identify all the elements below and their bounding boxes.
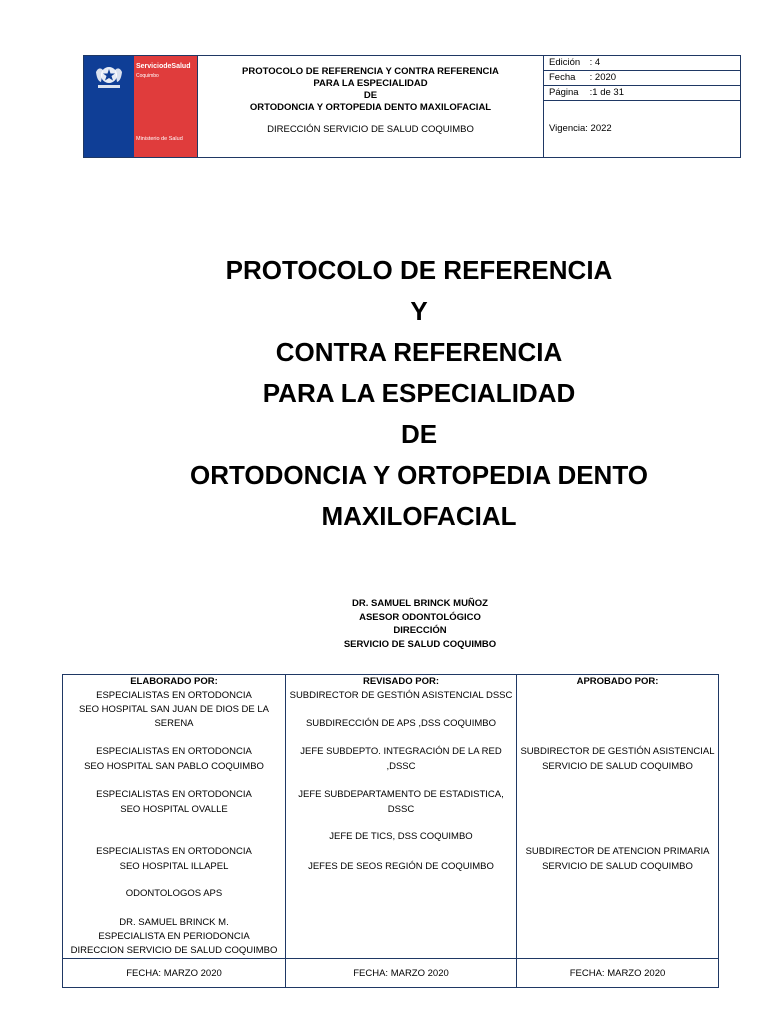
header-title-line: PARA LA ESPECIALIDAD: [313, 78, 428, 89]
header-meta-block: [544, 56, 740, 157]
revisado-item: JEFE SUBDEPARTAMENTO DE ESTADISTICA,: [298, 789, 504, 800]
elaborado-item: SEO HOSPITAL ILLAPEL: [119, 861, 229, 872]
elaborado-item: ESPECIALISTAS EN ORTODONCIA: [96, 746, 252, 757]
revisado-header: REVISADO POR:: [362, 676, 439, 687]
author-unit: DIRECCIÓN: [393, 625, 447, 636]
aprobado-column: [517, 675, 718, 958]
revisado-item: JEFES DE SEOS REGIÓN DE COQUIMBO: [308, 861, 494, 872]
elaborado-item: SERENA: [154, 718, 194, 729]
page-value: :1 de 31: [589, 87, 624, 98]
header-title-block: [197, 56, 544, 157]
author-role: ASESOR ODONTOLÓGICO: [359, 611, 481, 623]
header-direction: DIRECCIÓN SERVICIO DE SALUD COQUIMBO: [267, 124, 474, 135]
title-line: MAXILOFACIAL: [321, 501, 517, 531]
header-title-line: PROTOCOLO DE REFERENCIA Y CONTRA REFERENCIA: [242, 66, 499, 77]
aprobado-item: SERVICIO DE SALUD COQUIMBO: [542, 761, 693, 772]
document-title: [100, 250, 738, 537]
servicio-salud-logo: [84, 56, 197, 157]
page-label: Página: [549, 87, 579, 98]
title-line: PARA LA ESPECIALIDAD: [262, 378, 576, 408]
approval-table: [62, 674, 719, 988]
elaborado-header: ELABORADO POR:: [130, 676, 218, 687]
aprobado-item: SUBDIRECTOR DE GESTIÓN ASISTENCIAL: [520, 746, 715, 757]
elaborado-item: ESPECIALISTAS EN ORTODONCIA: [96, 789, 252, 800]
revisado-item: ,DSSC: [386, 761, 416, 772]
elaborado-item: ODONTOLOGOS APS: [125, 888, 223, 899]
title-line: ORTODONCIA Y ORTOPEDIA DENTO: [190, 460, 648, 490]
edition-label: Edición: [549, 57, 581, 68]
title-line: Y: [410, 296, 428, 326]
revisado-item: DSSC: [387, 804, 415, 815]
edition-row: [544, 56, 740, 71]
date-label: Fecha: [549, 72, 576, 83]
logo-region-text: Coquimbo: [136, 73, 159, 79]
aprobado-date: FECHA: MARZO 2020: [569, 968, 666, 979]
page-row: [544, 86, 740, 101]
date-value: : 2020: [589, 72, 617, 83]
edition-value: : 4: [589, 57, 601, 68]
elaborado-item: SEO HOSPITAL OVALLE: [120, 804, 228, 815]
elaborado-item: DR. SAMUEL BRINCK M.: [119, 917, 229, 928]
title-line: CONTRA REFERENCIA: [275, 337, 563, 367]
author-block: [220, 597, 620, 651]
document-header: [83, 55, 741, 158]
header-title-line: ORTODONCIA Y ORTOPEDIA DENTO MAXILOFACIAL: [249, 102, 492, 113]
revisado-item: JEFE DE TICS, DSS COQUIMBO: [329, 831, 473, 842]
author-name: DR. SAMUEL BRINCK MUÑOZ: [352, 598, 488, 609]
elaborado-column: [63, 675, 285, 958]
revisado-item: SUBDIRECTOR DE GESTIÓN ASISTENCIAL DSSC: [289, 690, 513, 701]
aprobado-item: SUBDIRECTOR DE ATENCION PRIMARIA: [525, 846, 710, 857]
logo-ministry-text: Ministerio de Salud: [136, 136, 183, 142]
revisado-date: FECHA: MARZO 2020: [285, 959, 517, 988]
elaborado-item: ESPECIALISTAS EN ORTODONCIA: [96, 690, 252, 701]
elaborado-item: DIRECCION SERVICIO DE SALUD COQUIMBO: [70, 945, 278, 956]
date-row: [544, 71, 740, 86]
elaborado-item: ESPECIALISTA EN PERIODONCIA: [98, 931, 250, 942]
revisado-column: [285, 675, 517, 958]
author-org: SERVICIO DE SALUD COQUIMBO: [343, 638, 497, 650]
coat-of-arms-icon: [92, 62, 126, 92]
title-line: PROTOCOLO DE REFERENCIA: [225, 255, 613, 285]
header-title-line: DE: [363, 90, 378, 101]
approval-dates-row: [63, 958, 718, 988]
elaborado-date: FECHA: MARZO 2020: [126, 968, 222, 979]
logo-org-text: ServiciodeSalud: [136, 63, 191, 70]
aprobado-item: SERVICIO DE SALUD COQUIMBO: [542, 861, 693, 872]
elaborado-item: SEO HOSPITAL SAN PABLO COQUIMBO: [84, 761, 264, 772]
title-line: DE: [400, 419, 438, 449]
elaborado-item: SEO HOSPITAL SAN JUAN DE DIOS DE LA: [78, 704, 270, 715]
aprobado-header: APROBADO POR:: [576, 676, 659, 687]
revisado-item: SUBDIRECCIÓN DE APS ,DSS COQUIMBO: [305, 718, 497, 729]
elaborado-item: ESPECIALISTAS EN ORTODONCIA: [96, 846, 252, 857]
revisado-item: JEFE SUBDEPTO. INTEGRACIÓN DE LA RED: [300, 746, 502, 757]
validity-text: Vigencia: 2022: [549, 123, 612, 134]
